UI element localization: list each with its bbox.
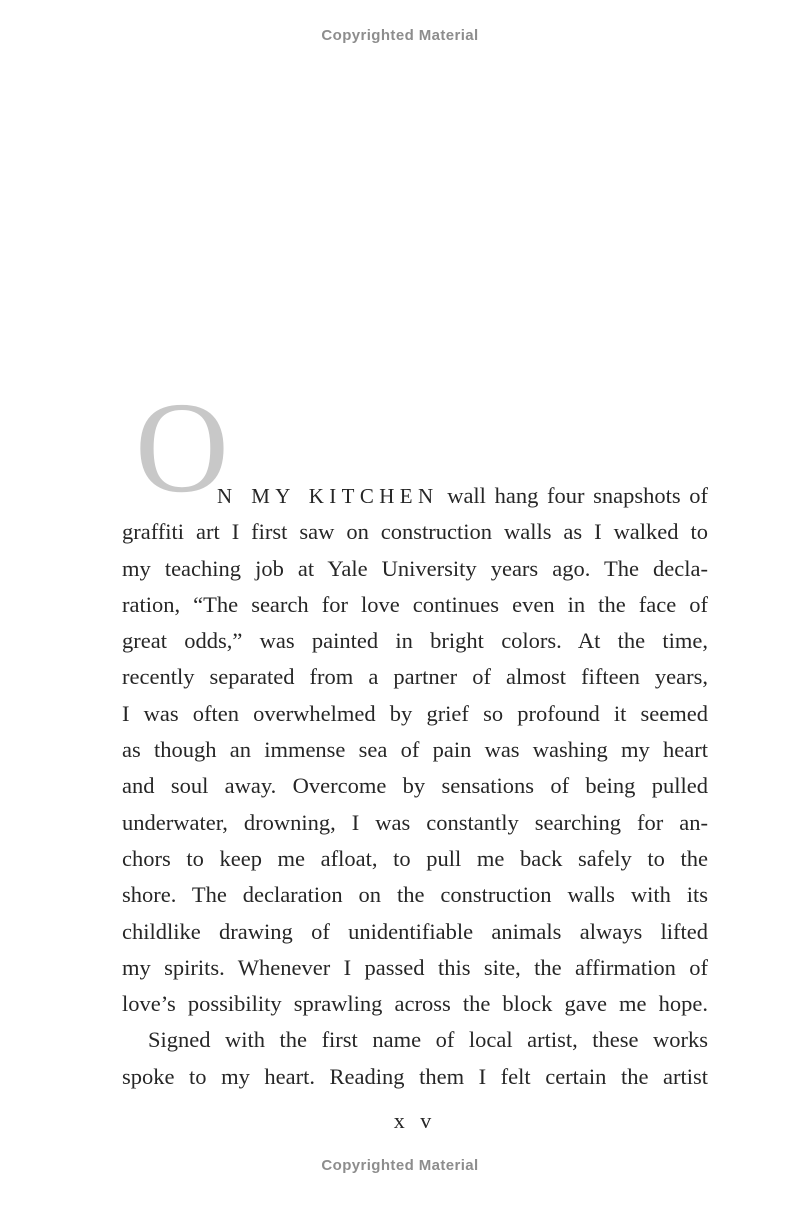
text-line: ration, “The search for love continues even in the face of	[122, 591, 708, 617]
copyright-watermark-top: Copyrighted Material	[321, 27, 479, 44]
body-text-block	[122, 376, 708, 1095]
text-line: childlike drawing of unidentifiable animals always lifted	[122, 918, 708, 944]
text-line: spoke to my heart. Reading them I felt certain the artist	[122, 1063, 708, 1089]
text-line: Signed with the first name of local artist, these works	[148, 1027, 708, 1053]
text-line: love’s possibility sprawling across the block gave me hope.	[122, 991, 708, 1017]
drop-cap-letter: O	[135, 376, 229, 520]
small-caps-lead-in: N MY KITCHEN	[217, 484, 439, 508]
text-line: I was often overwhelmed by grief so profound it seemed	[122, 700, 708, 726]
text-line: graffiti art I first saw on construction walls as I walked to	[122, 519, 708, 545]
text-line: as though an immense sea of pain was washing my heart	[122, 737, 708, 763]
paragraph-one	[122, 514, 708, 1022]
text-line: underwater, drowning, I was constantly searching for an-	[122, 809, 708, 835]
text-line: my spirits. Whenever I passed this site, the affirmation of	[122, 954, 708, 980]
text-line: great odds,” was painted in bright colors. At the time,	[122, 628, 708, 654]
paragraph-two	[122, 1022, 708, 1095]
text-line: chors to keep me afloat, to pull me back safely to the	[122, 845, 708, 871]
first-line-text: wall hang four snapshots of	[438, 483, 708, 508]
text-line: my teaching job at Yale University years ago. The decla-	[122, 555, 708, 581]
text-line: and soul away. Overcome by sensations of being pulled	[122, 773, 708, 799]
page-number: x v	[393, 1108, 437, 1133]
text-line: shore. The declaration on the construction walls with its	[122, 882, 708, 908]
text-line: recently separated from a partner of almost fifteen years,	[122, 664, 708, 690]
copyright-watermark-bottom: Copyrighted Material	[321, 1157, 479, 1174]
